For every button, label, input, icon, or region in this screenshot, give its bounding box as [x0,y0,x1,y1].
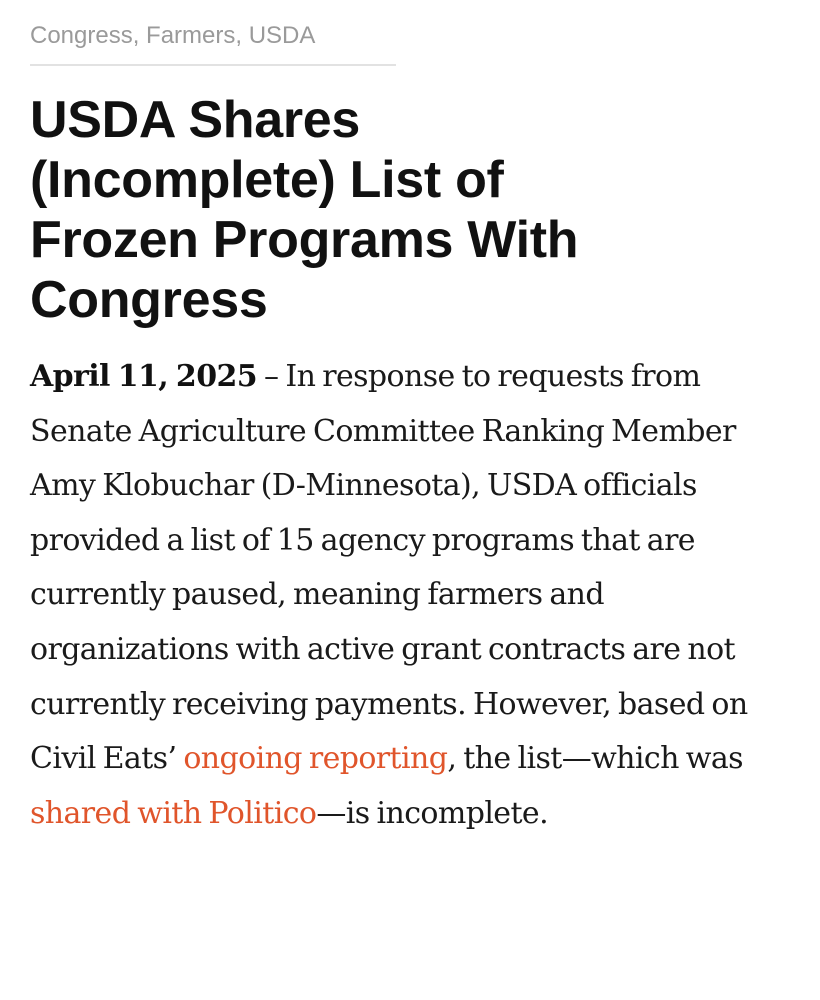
lead-text-part-1: In response to requests from Senate Agriculture Committee Ranking Member Amy Klobuchar (D-Minnesota), USDA officials provided a list of 15 agency programs that are currently paused, meaning farmers and organizations with active grant contracts are not currently receiving payments. However, based on Civil Eats’ [30,359,748,777]
lead-text-part-3: —is incomplete. [316,795,549,831]
article [30,0,790,841]
article-title: USDA Shares (Incomplete) List of Frozen Programs With Congress [30,91,579,329]
article-tags[interactable]: Congress, Farmers, USDA [30,20,396,66]
shared-with-politico-link[interactable]: shared with Politico [30,795,317,831]
ongoing-reporting-link[interactable]: ongoing reporting [183,741,448,777]
article-date: April 11, 2025 [30,359,258,394]
article-lead-paragraph [30,350,790,841]
date-separator: – [257,359,286,394]
lead-text-part-2: , the list—which was [447,741,743,777]
